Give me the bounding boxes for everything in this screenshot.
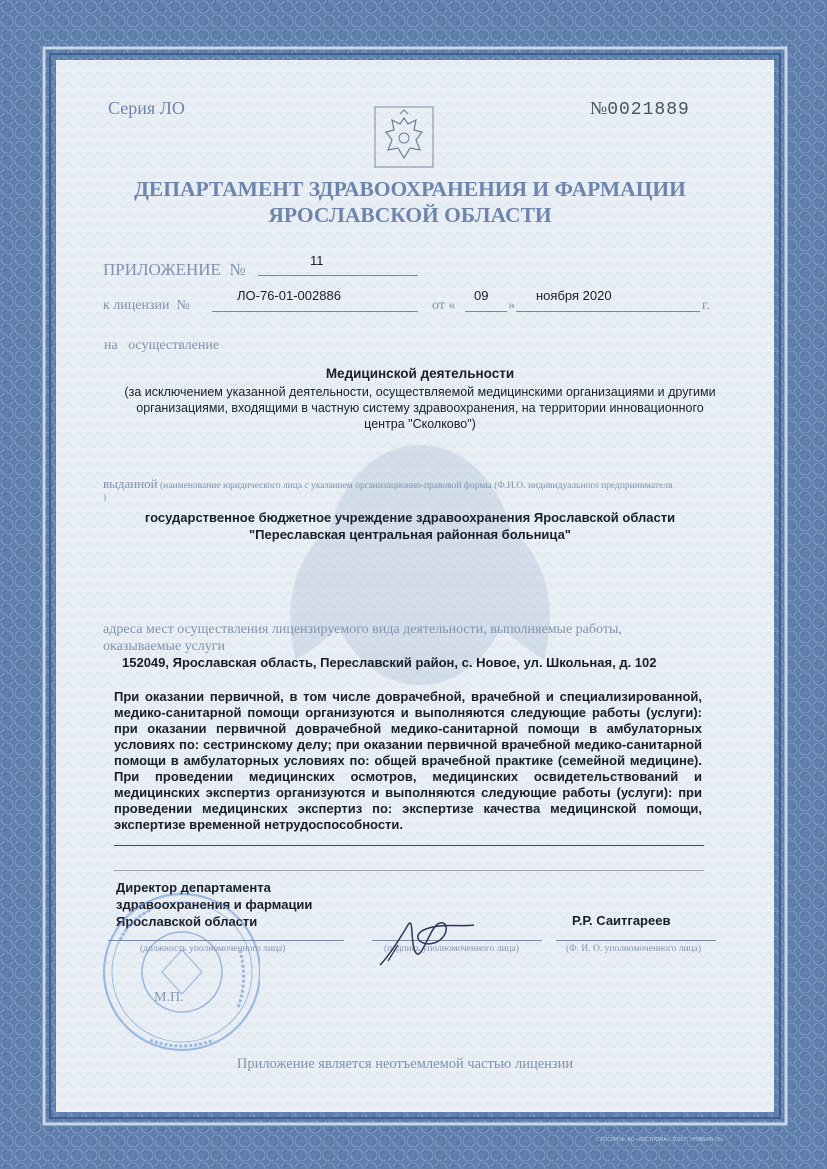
- name-caption-line: [556, 940, 716, 941]
- license-label: [103, 298, 190, 314]
- number-sign: №: [590, 98, 608, 118]
- day-line: [465, 311, 507, 312]
- footer-note: Приложение является неотъемлемой частью лицензии: [236, 1056, 574, 1072]
- printer-imprint: Г. ГОСУРОФ, АО «КОСТРОМА», 2020 Г, УРОВЕНЬ «Б»: [596, 1137, 724, 1143]
- license-number-value: ЛО-76-01-002886: [237, 288, 341, 303]
- signatory-position-line1: Директор департамента: [116, 880, 271, 895]
- year-suffix: г.: [702, 298, 710, 313]
- license-day: 09: [474, 288, 489, 303]
- signatory-name: Р.Р. Саитгареев: [572, 913, 671, 928]
- number-value: 0021889: [607, 100, 690, 120]
- department-title-line2: ЯРОСЛАВСКОЙ ОБЛАСТИ: [268, 203, 552, 227]
- department-title: [80, 176, 740, 228]
- signatory-position-line3: Ярославской области: [116, 914, 258, 929]
- date-close-quote: »: [508, 298, 515, 313]
- appendix-label: [103, 260, 246, 280]
- license-month-year: ноября 2020: [536, 288, 612, 303]
- activity-label: на осуществление: [104, 338, 220, 353]
- organization-name-line2: "Переславская центральная районная больница": [249, 527, 571, 542]
- services-text: При оказании первичной, в том числе доврачебной, врачебной и специализированной, медико-санитарной помощи организуются и выполняются следующие работы (услуги): при оказании первичной доврачебной медико-санитарной помощи в амбулаторных условиях по: сестринскому делу; при оказании первичной врачебной медико-санитарной помощи в амбулаторных условиях по: общей врачебной практике (семейной медицине). При проведении медицинских осмотров, медицинских освидетельствований и медицинских экспертиз организуются и выполняются следующие работы (услуги): при проведении медицинских экспертиз по: экспертизе качества медицинской помощи, экспертизе временной нетрудоспособности.: [114, 689, 702, 832]
- series-label: Серия ЛО: [108, 98, 185, 118]
- signature-icon: [370, 905, 480, 975]
- license-no-sign: №: [176, 298, 190, 313]
- seal-place-label: М.П.: [154, 990, 184, 1005]
- services-end-line: [114, 845, 704, 846]
- signatory-position-line2: здравоохранения и фармации: [116, 897, 313, 912]
- issued-caption-block: [103, 478, 673, 504]
- address-label: адреса мест осуществления лицензируемого вида деятельности, выполняемые работы, оказываемые услуги: [103, 622, 622, 654]
- services-blank-line: [114, 870, 704, 871]
- issued-label: выданной: [103, 476, 158, 491]
- issued-caption: (наименование юридического лица с указанием организационно-правовой формы (Ф.И.О. индивидуального предпринимателя ): [103, 481, 673, 503]
- signature-caption: (подпись уполномоченного лица): [384, 944, 520, 954]
- activity-title: Медицинской деятельности: [325, 366, 515, 381]
- month-line: [516, 311, 700, 312]
- date-open-quote: от «: [432, 298, 456, 313]
- appendix-number-line: [258, 275, 418, 276]
- organization-name-line1: государственное бюджетное учреждение здравоохранения Ярославской области: [144, 510, 676, 525]
- appendix-number: 11: [310, 253, 324, 268]
- license-label-text: к лицензии: [103, 298, 170, 313]
- license-number-line: [212, 311, 418, 312]
- appendix-label-text: ПРИЛОЖЕНИЕ: [103, 260, 221, 279]
- organization-name: [100, 509, 720, 543]
- license-number: [590, 98, 690, 120]
- stamp-seal-icon: [90, 880, 260, 1060]
- address-value: 152049, Ярославская область, Переславский район, с. Новое, ул. Школьная, д. 102: [122, 655, 657, 670]
- appendix-no-sign: №: [229, 260, 246, 279]
- coat-of-arms-icon: [374, 106, 434, 168]
- activity-note: (за исключением указанной деятельности, осуществляемой медицинскими организациями и другими организациями, входящими в частную систему здравоохранения, на территории инновационного центра "Сколково"): [124, 385, 716, 431]
- name-caption: (Ф. И. О. уполномоченного лица): [566, 944, 701, 954]
- department-title-line1: ДЕПАРТАМЕНТ ЗДРАВООХРАНЕНИЯ И ФАРМАЦИИ: [134, 177, 686, 201]
- position-caption: (должность уполномоченного лица): [140, 944, 286, 954]
